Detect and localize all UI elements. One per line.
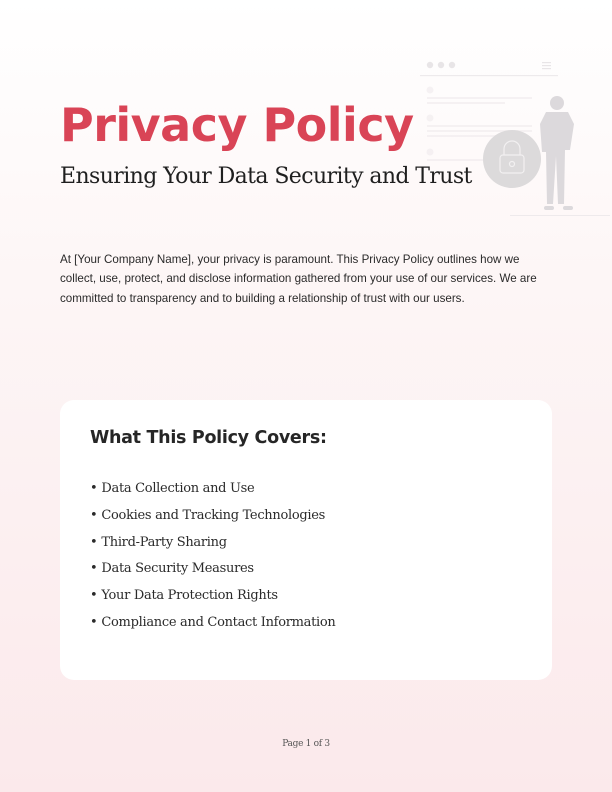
bullet-icon: •	[90, 534, 98, 550]
security-illustration	[410, 55, 612, 225]
bullet-icon: •	[90, 561, 98, 577]
page-title: Privacy Policy	[60, 98, 414, 152]
list-item: • Cookies and Tracking Technologies	[90, 507, 325, 523]
coverage-card	[60, 400, 552, 680]
bullet-icon: •	[90, 588, 98, 604]
list-item: • Compliance and Contact Information	[90, 614, 336, 630]
browser-person-lock-icon	[410, 55, 612, 225]
page-number: Page 1 of 3	[282, 739, 330, 749]
coverage-heading: What This Policy Covers:	[90, 428, 327, 448]
bullet-icon: •	[90, 614, 98, 630]
list-item: • Your Data Protection Rights	[90, 588, 278, 604]
page-subtitle: Ensuring Your Data Security and Trust	[60, 164, 472, 189]
intro-paragraph: At [Your Company Name], your privacy is paramount. This Privacy Policy outlines how we collect, use, protect, and disclose information gathered from your use of our services. We are committed to transparency and to building a relationship of trust with our users.	[60, 253, 537, 305]
bullet-icon: •	[90, 507, 98, 523]
coverage-list	[90, 476, 336, 637]
list-item: • Data Security Measures	[90, 561, 254, 577]
list-item: • Third-Party Sharing	[90, 534, 227, 550]
bullet-icon: •	[90, 481, 98, 496]
list-item: • Data Collection and Use	[90, 481, 255, 496]
